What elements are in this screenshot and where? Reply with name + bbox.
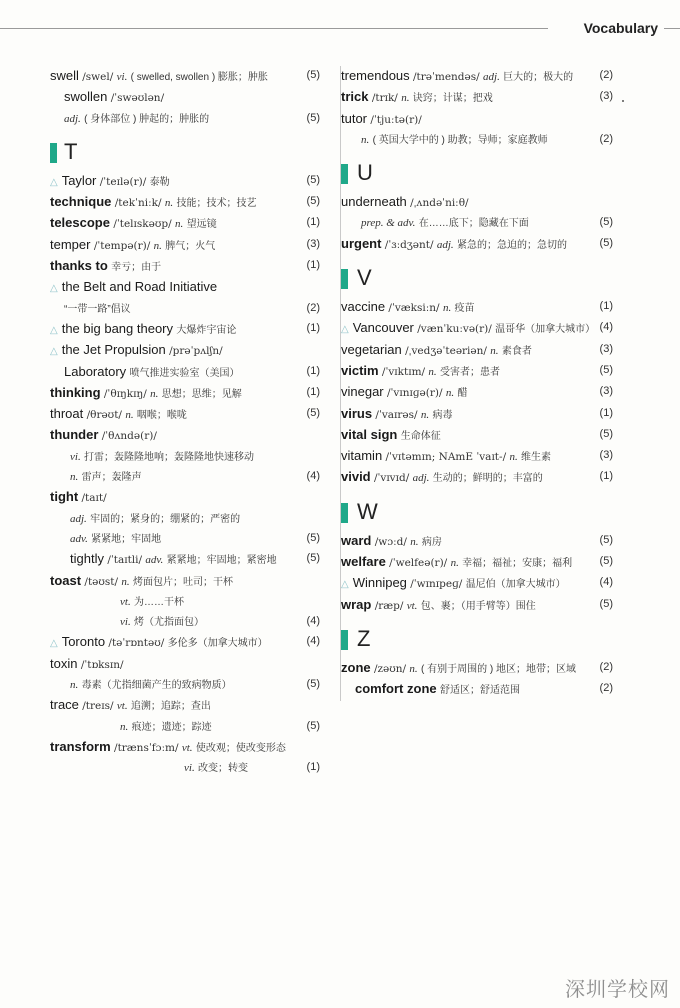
vocab-entry [50,404,320,425]
vocab-entry [50,66,320,87]
definition: 受害者；患者 [440,366,501,378]
header-rule [0,28,548,29]
section-marker [341,269,348,289]
phonetic: /ræp/ [374,599,404,612]
part-of-speech: adv. [145,554,164,567]
headword: swell [50,68,79,83]
part-of-speech: vi. [116,71,128,83]
unit-number: (2) [599,132,613,145]
headword: virus [341,405,373,421]
unit-number: (1) [599,406,613,419]
phonetic: /ˈɜːdʒənt/ [384,238,434,251]
unit-number: (5) [599,597,613,610]
vocab-entry [341,297,613,318]
part-of-speech: n. [150,387,159,400]
definition: 诀窍；计谋；把戏 [412,93,493,105]
unit-number: (4) [306,470,320,483]
part-of-speech: n. [490,344,499,357]
unit-number: (5) [599,555,613,568]
triangle-icon: △ [341,324,349,336]
definition: “一带一路”倡议 [64,303,131,315]
section-letter: U [357,160,373,186]
unit-number: (3) [599,342,613,355]
definition: 打雷；轰隆隆地响；轰隆隆地快速移动 [84,451,255,463]
part-of-speech: adj. [483,71,500,83]
vocab-entry [50,340,320,361]
phonetic: /ˈwelfeə(r)/ [389,557,448,570]
vocab-entry [50,362,320,383]
phonetic: /ˈtaɪtli/ [107,554,143,567]
vocab-entry [50,425,320,446]
headword: the Jet Propulsion [61,342,166,358]
section-header [341,495,613,531]
definition: 泰勒 [149,176,170,188]
part-of-speech: adj. [436,238,454,251]
vocab-entry [341,234,613,255]
section-letter: T [64,138,78,164]
definition: 烤（尤指面包） [134,617,205,629]
definition: 素食者 [501,345,532,357]
phonetic: /ˈwɪnɪpeɡ/ [410,578,463,591]
part-of-speech: n. [401,92,410,105]
part-of-speech: vt. [120,595,131,608]
section-marker [341,503,348,523]
vocab-entry [50,675,320,695]
headword: victim [341,362,379,378]
phonetic: /treɪs/ [82,700,114,713]
section-marker [50,143,57,163]
definition: 大爆炸宇宙论 [176,324,237,336]
part-of-speech: vi. [184,762,195,775]
definition: 幸福；福祉；安康；福利 [462,558,573,570]
headword: swollen [64,89,108,105]
phonetic: /ˈvɪnɪɡə(r)/ [386,387,443,400]
headword: Toronto [61,634,106,650]
part-of-speech: n. [164,197,174,210]
definition: 追溯；追踪；查出 [130,701,211,713]
definition: ( 有别于周围的 ) 地区；地带；区域 [421,663,577,675]
phonetic: /ˈtɒksɪn/ [80,658,124,671]
headword: tight [50,489,79,505]
unit-number: (5) [599,363,613,376]
definition: 维生素 [521,452,552,464]
definition: 生动的；鲜明的；丰富的 [432,473,543,485]
phonetic: /ˈvɪktɪm/ [381,365,426,378]
definition: 生命体征 [400,430,441,442]
part-of-speech: adj. [64,112,81,125]
vocab-entry [50,717,320,737]
unit-number: (5) [599,216,613,229]
vocab-entry [50,695,320,716]
headword: Winnipeg [352,575,407,591]
phonetic: /ˌvedʒəˈteəriən/ [405,344,487,357]
part-of-speech: n. [70,679,79,692]
part-of-speech: n. [420,408,430,421]
vocab-entry [50,256,320,277]
phonetic: /təʊst/ [84,575,119,588]
vocab-entry [50,467,320,487]
definition: 紧紧地；牢固地；紧密地 [166,555,277,567]
headword: technique [50,194,112,210]
definition: 舒适区；舒适范围 [439,685,520,697]
vocab-entry [50,758,320,778]
triangle-icon: △ [50,638,58,650]
section-header [341,156,613,192]
vocab-entry [50,529,320,549]
definition: 温尼伯（加拿大城市） [465,579,566,591]
phonetic: /ˈtempə(r)/ [93,239,151,252]
part-of-speech: n. [410,535,419,548]
definition: 牢固的；紧身的；绷紧的；严密的 [90,513,241,525]
vocab-entry [50,737,320,758]
definition: 在……底下；隐藏在下面 [418,218,529,230]
definition: ( 身体部位 ) 肿起的；肿胀的 [84,113,210,125]
phonetic: /vænˈkuːvə(r)/ [417,323,492,336]
watermark: 深圳学校网 [565,977,670,1001]
definition: 雷声；轰隆声 [81,472,142,484]
triangle-icon: △ [341,579,349,591]
headword: trace [50,697,79,713]
phonetic: /trəˈmendəs/ [413,71,480,83]
section-marker [341,164,348,184]
headword: vinegar [341,384,384,400]
vocab-entry [50,592,320,612]
left-column [50,66,320,779]
section-letter: Z [357,625,371,651]
unit-number: (4) [306,615,320,628]
vocab-entry [341,552,613,573]
definition: 使改观；使改变形态 [195,742,286,754]
section-letter: V [357,265,372,291]
part-of-speech: prep. & adv. [361,217,416,230]
right-column [340,66,613,701]
headword: Vancouver [352,320,414,336]
part-of-speech: n. [153,239,162,252]
headword: toxin [50,655,78,671]
print-speck [622,100,624,102]
part-of-speech: n. [509,451,518,464]
definition: 紧紧地；牢固地 [91,533,162,545]
part-of-speech: vi. [120,616,131,629]
vocab-entry [341,192,613,213]
definition: 喷气推进实验室（美国） [129,367,240,379]
phonetic: /ˈteɪlə(r)/ [99,175,147,188]
vocab-entry [341,404,613,425]
unit-number: (3) [599,385,613,398]
unit-number: (4) [599,321,613,334]
part-of-speech: vt. [116,700,128,713]
unit-number: (2) [599,69,613,81]
phonetic: /zəʊn/ [373,662,407,675]
headword: throat [50,406,84,422]
vocab-entry [341,595,613,616]
phonetic: /trɪk/ [371,92,398,105]
definition: 毒素（尤指细菌产生的致病物质） [81,680,232,692]
definition: 咽喉；喉咙 [136,410,187,422]
unit-number: (1) [306,385,320,398]
definition: 改变；转变 [198,763,249,775]
headword: vaccine [341,299,386,315]
vocab-entry [50,447,320,467]
unit-number: (2) [306,301,320,314]
unit-number: (3) [599,90,613,103]
phonetic: /prəˈpʌlʃn/ [169,345,223,358]
part-of-speech: n. [174,218,184,231]
triangle-icon: △ [50,324,58,336]
unit-number: (4) [599,576,613,589]
vocab-entry [50,235,320,256]
unit-number: (2) [599,682,613,695]
part-of-speech: n. [445,387,455,400]
phonetic: /təˈrɒntəʊ/ [108,637,165,650]
headword: toast [50,572,82,588]
part-of-speech: n. [450,557,459,570]
phonetic: /ˌʌndəˈniːθ/ [410,197,469,210]
section-letter: W [357,498,378,524]
definition: ( 英国大学中的 ) 助教；导师；家庭教师 [372,134,548,146]
phonetic: /ˈθʌndə(r)/ [101,430,157,443]
unit-number: (5) [599,427,613,440]
part-of-speech: vt. [406,599,418,612]
definition: 醋 [457,388,468,400]
part-of-speech: n. [442,302,452,315]
phonetic: /ˈvɪvɪd/ [373,472,410,485]
headword: vitamin [341,448,383,464]
phonetic: /taɪt/ [81,492,107,505]
vocab-entry [50,87,320,108]
part-of-speech: n. [125,409,134,422]
headword: urgent [341,235,382,251]
part-of-speech: adj. [412,472,430,485]
vocab-entry [50,299,320,319]
phonetic: /ˈvaɪrəs/ [375,408,418,421]
phonetic: /ˈtelɪskəʊp/ [113,218,172,231]
vocab-entry [50,571,320,592]
unit-number: (1) [306,259,320,272]
vocab-entry [341,130,613,150]
part-of-speech: adv. [70,532,88,545]
headword: comfort zone [355,681,437,697]
vocab-entry [50,632,320,653]
vocab-entry [341,467,613,488]
vocab-entry [341,382,613,403]
headword: welfare [341,554,386,570]
triangle-icon: △ [50,346,58,358]
vocab-entry [50,612,320,632]
page-header [0,0,680,52]
vocab-entry [50,319,320,340]
section-marker [341,630,348,650]
section-header [341,622,613,658]
headword: tremendous [341,68,410,83]
headword: wrap [341,596,372,612]
phonetic: /ˈtjuːtə(r)/ [370,113,422,126]
phonetic: /ˈswəʊlən/ [110,92,165,105]
part-of-speech: n. [120,720,129,733]
headword: Laboratory [64,363,127,379]
unit-number: (5) [306,111,320,124]
definition: 多伦多（加拿大城市） [167,638,268,650]
part-of-speech: n. [361,133,370,146]
unit-number: (5) [306,69,320,81]
headword: thunder [50,427,99,443]
headword: vivid [341,469,371,485]
section-header [341,261,613,297]
phonetic: /swel/ [82,71,114,83]
vocab-entry [341,361,613,382]
vocab-entry [341,87,613,108]
phonetic: /ˈvɪtəmɪn; NAmE ˈvaɪt-/ [385,451,507,464]
definition: 包、裹；（用手臂等）围住 [420,600,536,612]
vocab-entry [341,446,613,467]
part-of-speech: n. [70,471,79,484]
headword: vegetarian [341,341,402,357]
definition: 紧急的；急迫的；急切的 [456,239,567,251]
vocab-entry [50,109,320,129]
unit-number: (1) [306,364,320,377]
headword: transform [50,738,111,754]
definition: 痕迹；遗迹；踪迹 [131,721,212,733]
unit-number: (2) [599,660,613,673]
phonetic: /θrəʊt/ [86,409,122,422]
unit-number: (1) [306,761,320,774]
headword: tutor [341,110,368,126]
unit-number: (1) [306,216,320,229]
definition: 温哥华（加拿大城市） [495,324,596,336]
part-of-speech: vt. [181,741,193,754]
vocab-entry [50,213,320,234]
vocab-entry [50,192,320,213]
vocab-entry [50,277,320,298]
headword: thanks to [50,258,108,274]
unit-number: (5) [306,195,320,208]
vocab-entry [341,658,613,679]
unit-number: (5) [306,407,320,420]
phonetic: /ˈvæksiːn/ [388,302,440,315]
headword: ward [341,532,372,548]
phonetic: /wɔːd/ [374,535,407,548]
phonetic: /ˈθɪŋkɪŋ/ [103,387,147,400]
definition: 望远镜 [186,219,217,231]
unit-number: (1) [306,321,320,334]
vocab-entry [50,509,320,529]
vocab-entry [341,213,613,233]
part-of-speech: adj. [70,512,87,525]
phonetic: /trænsˈfɔːm/ [114,741,179,754]
unit-number: (5) [306,173,320,186]
headword: underneath [341,194,407,210]
part-of-speech: vi. [70,450,81,463]
unit-number: (1) [599,470,613,483]
definition: 技能；技术；技艺 [176,198,257,210]
page-title: Vocabulary [583,20,658,36]
headword: temper [50,236,91,252]
definition: ( swelled, swollen ) 膨胀；肿胀 [130,72,268,83]
unit-number: (5) [306,531,320,544]
vocab-entry [50,487,320,508]
part-of-speech: n. [428,365,437,378]
definition: 思想；思维；见解 [161,388,242,400]
unit-number: (1) [599,300,613,313]
triangle-icon: △ [50,176,58,188]
vocab-entry [50,549,320,570]
definition: 为……干杯 [134,596,185,608]
triangle-icon: △ [50,283,58,295]
part-of-speech: n. [409,662,418,675]
vocab-entry [341,573,613,594]
vocab-entry [341,109,613,130]
vocab-entry [341,66,613,87]
definition: 疫苗 [454,303,475,315]
vocab-entry [341,425,613,446]
unit-number: (4) [306,635,320,648]
definition: 幸亏；由于 [111,262,162,274]
definition: 巨大的；极大的 [503,72,574,83]
headword: the big bang theory [61,320,174,336]
unit-number: (3) [599,449,613,462]
vocab-entry [341,318,613,339]
unit-number: (5) [306,552,320,565]
definition: 脾气；火气 [165,240,216,252]
headword: trick [341,89,369,105]
vocab-entry [50,171,320,192]
headword: Taylor [61,172,97,188]
vocab-entry [50,654,320,675]
header-rule-right [664,28,680,29]
definition: 病房 [421,536,442,548]
part-of-speech: n. [121,575,130,588]
definition: 病毒 [432,409,453,421]
unit-number: (5) [306,678,320,691]
headword: zone [341,659,371,675]
phonetic: /tekˈniːk/ [114,197,162,210]
headword: vital sign [341,426,398,442]
section-header [50,135,320,171]
unit-number: (3) [306,237,320,250]
unit-number: (5) [599,236,613,249]
unit-number: (5) [599,533,613,546]
headword: the Belt and Road Initiative [61,279,218,295]
vocab-entry [341,340,613,361]
vocab-entry [341,679,613,700]
headword: tightly [70,551,104,567]
definition: 烤面包片；吐司；干杯 [132,576,233,588]
unit-number: (5) [306,719,320,732]
headword: thinking [50,384,101,400]
vocab-entry [50,383,320,404]
vocab-entry [341,531,613,552]
headword: telescope [50,215,110,231]
